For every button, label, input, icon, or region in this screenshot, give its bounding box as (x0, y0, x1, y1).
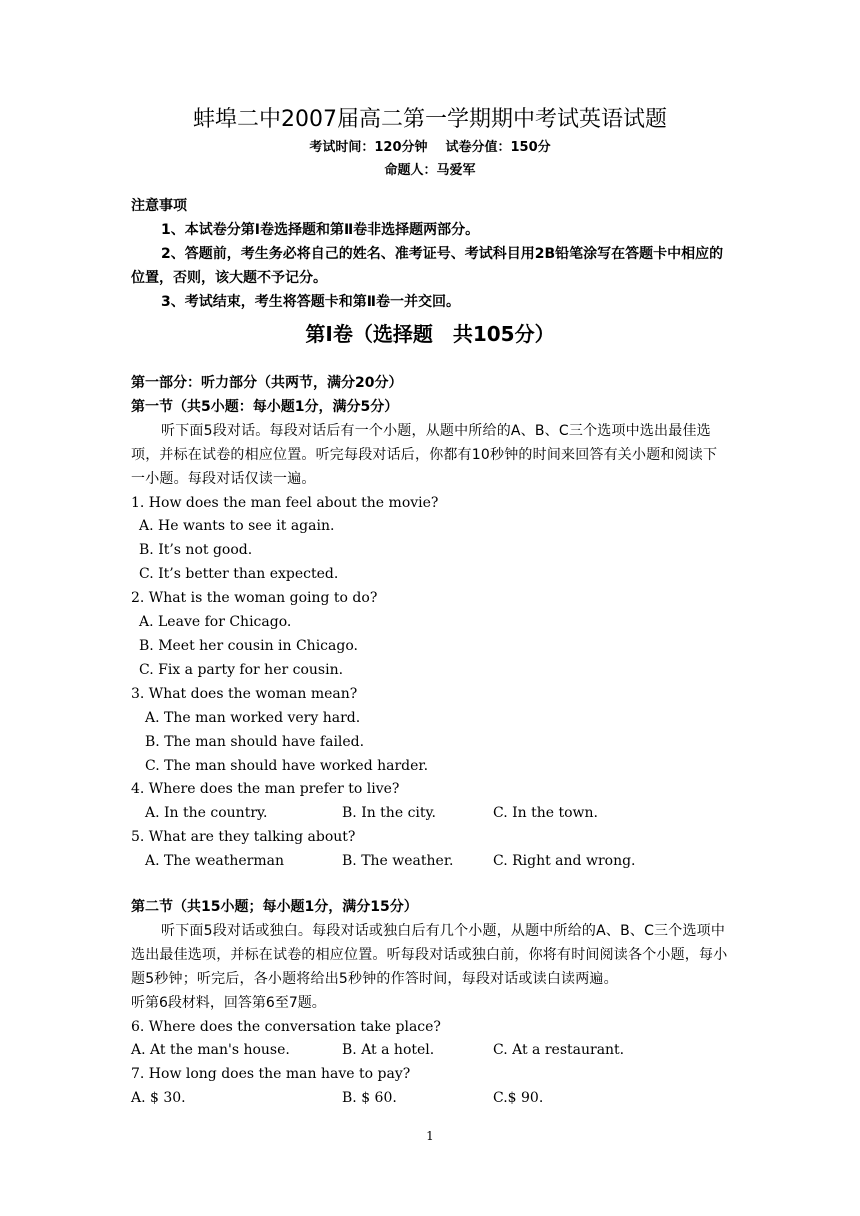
option-a: A. Leave for Chicago. (139, 614, 292, 631)
option-row (131, 802, 731, 826)
notes-heading: 注意事项 (131, 198, 187, 214)
option-a: A. At the man's house. (131, 1042, 290, 1059)
volume-title: 第Ⅰ卷（选择题 共105分） (305, 322, 555, 346)
listening-section-1 (131, 372, 731, 874)
option-c: C. The man should have worked harder. (145, 757, 429, 774)
exam-meta-line (0, 136, 860, 155)
question: 7. How long does the man have to pay? (131, 1066, 411, 1083)
section-lead: 听第6段材料，回答第6至7题。 (131, 994, 326, 1011)
option-c: C. It’s better than expected. (139, 566, 339, 583)
option-c: C. Right and wrong. (493, 853, 636, 870)
option-c: C. At a restaurant. (493, 1042, 625, 1059)
option-b: B. Meet her cousin in Chicago. (139, 637, 358, 654)
exam-time: 考试时间：120分钟 (309, 140, 428, 155)
option-c: C. Fix a party for her cousin. (139, 661, 344, 678)
section-heading: 第二节（共15小题；每小题1分，满分15分） (131, 899, 418, 915)
option-a: A. The weatherman (145, 853, 284, 870)
option-c: C.$ 90. (493, 1090, 544, 1107)
option-b: B. The weather. (342, 853, 454, 870)
question: 4. Where does the man prefer to live? (131, 781, 400, 798)
option-a: A. $ 30. (131, 1090, 186, 1107)
section-instructions: 听下面5段对话或独白。每段对话或独白后有几个小题，从题中所给的A、B、C三个选项中选出最佳选项，并标在试卷的相应位置。听每段对话或独白前，你将有时间阅读各个小题，每小题5秒钟；听完后，各小题将给出5秒钟的作答时间，每段对话或读白读两遍。 (131, 922, 728, 987)
page-number: 1 (426, 1129, 434, 1143)
option-b: B. $ 60. (342, 1090, 397, 1107)
question: 5. What are they talking about? (131, 829, 356, 846)
listening-section-2 (131, 896, 731, 1111)
option-row (131, 850, 731, 874)
section-heading: 第一节（共5小题：每小题1分，满分5分） (131, 398, 399, 415)
option-row (131, 1087, 731, 1111)
notes-section (131, 194, 731, 314)
option-a: A. In the country. (145, 805, 268, 822)
question: 6. Where does the conversation take place? (131, 1018, 441, 1035)
option-b: B. In the city. (342, 805, 437, 822)
exam-score: 试卷分值：150分 (445, 140, 551, 155)
option-b: B. At a hotel. (342, 1042, 435, 1059)
option-c: C. In the town. (493, 805, 598, 822)
option-a: A. He wants to see it again. (139, 518, 335, 535)
option-a: A. The man worked very hard. (145, 709, 361, 726)
option-b: B. It’s not good. (139, 542, 253, 559)
note-item: 1、本试卷分第Ⅰ卷选择题和第Ⅱ卷非选择题两部分。 (161, 222, 480, 238)
section-instructions: 听下面5段对话。每段对话后有一个小题，从题中所给的A、B、C三个选项中选出最佳选项，并标在试卷的相应位置。听完每段对话后，你都有10秒钟的时间来回答有关小题和阅读下一小题。每段对话仅读一遍。 (131, 422, 718, 487)
exam-author: 命题人：马爱军 (384, 163, 476, 178)
option-row (131, 1039, 731, 1063)
exam-title: 蚌埠二中2007届高二第一学期期中考试英语试题 (193, 107, 667, 132)
note-item: 2、答题前，考生务必将自己的姓名、准考证号、考试科目用2B铅笔涂写在答题卡中相应的位置，否则，该大题不予记分。 (131, 246, 724, 286)
option-b: B. The man should have failed. (145, 733, 365, 750)
part-heading: 第一部分：听力部分（共两节，满分20分） (131, 375, 403, 391)
question: 1. How does the man feel about the movie? (131, 494, 439, 511)
question: 3. What does the woman mean? (131, 685, 358, 702)
note-item: 3、考试结束，考生将答题卡和第Ⅱ卷一并交回。 (161, 294, 460, 310)
question: 2. What is the woman going to do? (131, 590, 378, 607)
